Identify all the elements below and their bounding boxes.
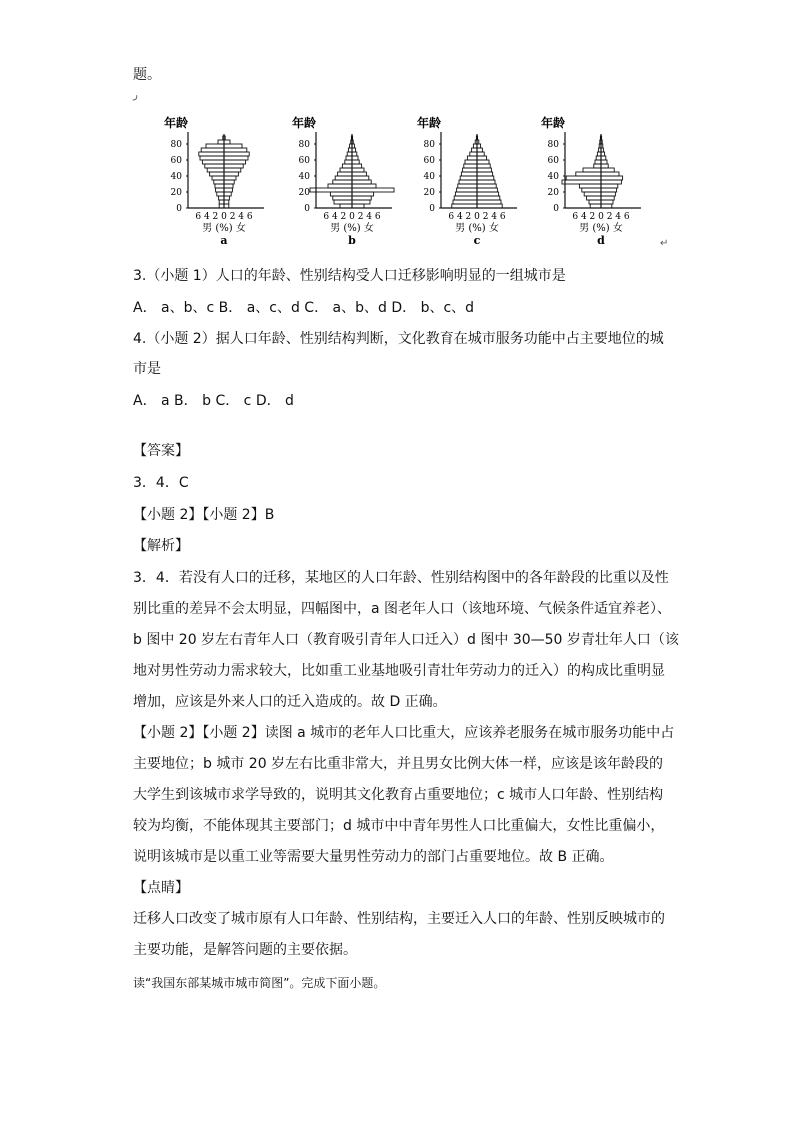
male-bar <box>202 160 224 164</box>
male-bar <box>340 168 352 172</box>
female-bar <box>477 188 497 192</box>
female-bar <box>352 180 371 184</box>
y-tick-label: 20 <box>170 188 182 198</box>
female-bar <box>352 204 364 208</box>
x-tick-labels: 6 4 2 0 2 4 6 <box>323 212 381 222</box>
male-bar <box>562 180 601 184</box>
male-bar <box>583 168 601 172</box>
pyramid-a <box>160 112 280 247</box>
y-tick-label: 80 <box>547 140 559 150</box>
female-bar <box>224 140 230 144</box>
female-bar <box>224 168 241 172</box>
y-axis-label: 年龄 <box>541 116 566 130</box>
y-tick-label: 20 <box>298 188 310 198</box>
y-axis-label: 年龄 <box>164 116 189 130</box>
female-bar <box>477 168 491 172</box>
chart-letter: a <box>220 234 228 247</box>
pyramid-svg <box>160 112 280 247</box>
next-question-intro: 读“我国东部某城市城市简图”。完成下面小题。 <box>133 976 386 990</box>
male-bar <box>472 148 477 152</box>
male-bar <box>217 192 224 196</box>
female-bar <box>477 160 489 164</box>
analysis-line-10: 说明该城市是以重工业等需要大量男性劳动力的部门占重要地位。故 B 正确。 <box>133 849 614 865</box>
female-bar <box>601 180 621 184</box>
female-bar <box>352 168 364 172</box>
male-bar <box>454 196 477 200</box>
pyramid-d <box>537 112 657 247</box>
male-bar <box>452 204 477 208</box>
female-bar <box>224 184 233 188</box>
y-tick-label: 60 <box>423 156 435 166</box>
male-bar <box>214 180 224 184</box>
female-bar <box>477 152 484 156</box>
y-tick-label: 40 <box>547 172 559 182</box>
pyramid-svg <box>537 112 657 247</box>
y-tick-label: 0 <box>176 204 182 214</box>
x-axis-label: 男 (%) 女 <box>202 223 246 234</box>
female-bar <box>477 148 482 152</box>
y-tick-label: 0 <box>304 204 310 214</box>
female-bar <box>477 180 495 184</box>
male-bar <box>589 200 601 204</box>
male-bar <box>590 204 601 208</box>
chart-letter: b <box>348 234 356 247</box>
male-bar <box>345 160 352 164</box>
analysis-line-3: b 图中 20 岁左右青年人口（教育吸引青年人口迁入）d 图中 30—50 岁青壮年人口（该 <box>133 632 679 648</box>
female-bar <box>352 164 362 168</box>
male-bar <box>333 180 352 184</box>
female-bar <box>601 200 613 204</box>
answer-line-1: 3．4．C <box>133 475 189 491</box>
female-bar <box>477 176 494 180</box>
female-bar <box>477 164 490 168</box>
female-bar <box>224 204 229 208</box>
male-bar <box>596 156 601 160</box>
female-bar <box>477 156 487 160</box>
male-bar <box>333 196 352 200</box>
analysis-line-8: 大学生到该城市求学导致的，说明其文化教育占重要地位；c 城市人口年龄、性别结构 <box>133 787 664 803</box>
male-bar <box>455 192 477 196</box>
y-tick-label: 20 <box>423 188 435 198</box>
y-tick-label: 80 <box>423 140 435 150</box>
male-bar <box>199 152 224 156</box>
male-bar <box>219 196 224 200</box>
female-bar <box>224 180 234 184</box>
female-bar <box>352 184 376 188</box>
y-tick-label: 60 <box>547 156 559 166</box>
paragraph-mark: ر <box>133 90 138 101</box>
y-tick-label: 40 <box>170 172 182 182</box>
male-bar <box>210 172 224 176</box>
male-bar <box>587 196 601 200</box>
male-bar <box>464 164 477 168</box>
x-axis-label: 男 (%) 女 <box>330 223 374 234</box>
male-bar <box>340 204 352 208</box>
male-bar <box>200 156 224 160</box>
question-3: 3.（小题 1）人口的年龄、性别结构受人口迁移影响明显的一组城市是 <box>133 268 566 284</box>
tip-line-2: 主要功能，是解答问题的主要依据。 <box>133 942 357 958</box>
male-bar <box>338 172 352 176</box>
female-bar <box>224 152 249 156</box>
female-bar <box>601 192 615 196</box>
y-axis-label: 年龄 <box>292 116 317 130</box>
x-axis-label: 男 (%) 女 <box>579 223 623 234</box>
male-bar <box>216 188 224 192</box>
male-bar <box>215 184 224 188</box>
analysis-line-5: 增加，应该是外来人口的迁入造成的。故 D 正确。 <box>133 694 447 710</box>
male-bar <box>218 140 224 144</box>
chart-letter: c <box>473 234 481 247</box>
female-bar <box>601 188 617 192</box>
analysis-line-1: 3．4．若没有人口的迁移，某地区的人口年龄、性别结构图中的各年龄段的比重以及性 <box>133 570 669 586</box>
male-bar <box>465 160 477 164</box>
analysis-line-6: 【小题 2】【小题 2】读图 a 城市的老年人口比重大，应该养老服务在城市服务功能中占 <box>133 725 675 741</box>
female-bar <box>224 144 242 148</box>
pyramid-svg <box>288 112 408 247</box>
male-bar <box>594 164 601 168</box>
female-bar <box>224 148 247 152</box>
female-bar <box>352 192 374 196</box>
male-bar <box>342 164 352 168</box>
male-bar <box>467 156 477 160</box>
female-bar <box>224 164 243 168</box>
pyramid-svg <box>413 112 533 247</box>
female-bar <box>601 160 607 164</box>
female-bar <box>601 204 612 208</box>
male-bar <box>328 184 352 188</box>
male-bar <box>219 200 224 204</box>
female-bar <box>601 156 606 160</box>
x-tick-labels: 6 4 2 0 2 4 6 <box>448 212 506 222</box>
question-3-options: A． a、b、c B． a、c、d C． a、b、d D． b、c、d <box>133 300 475 316</box>
male-bar <box>461 172 477 176</box>
male-bar <box>458 184 477 188</box>
male-bar <box>584 192 601 196</box>
y-tick-label: 80 <box>298 140 310 150</box>
x-tick-labels: 6 4 2 0 2 4 6 <box>572 212 630 222</box>
y-tick-label: 0 <box>553 204 559 214</box>
male-bar <box>330 192 352 196</box>
analysis-line-9: 较为均衡，不能体现其主要部门；d 城市中中青年男性人口比重偏大，女性比重偏小， <box>133 818 665 834</box>
tip-heading: 【点睛】 <box>133 880 189 896</box>
question-4: 4.（小题 2）据人口年龄、性别结构判断，文化教育在城市服务功能中占主要地位的城 <box>133 331 664 347</box>
female-bar <box>477 172 493 176</box>
return-mark: ↵ <box>660 238 669 249</box>
y-tick-label: 40 <box>423 172 435 182</box>
male-bar <box>335 176 352 180</box>
male-bar <box>576 172 601 176</box>
pyramid-b <box>288 112 408 247</box>
y-tick-label: 60 <box>298 156 310 166</box>
male-bar <box>206 144 224 148</box>
male-bar <box>453 200 477 204</box>
male-bar <box>346 156 352 160</box>
female-bar <box>224 156 248 160</box>
male-bar <box>334 200 352 204</box>
male-bar <box>470 152 477 156</box>
female-bar <box>352 196 371 200</box>
male-bar <box>457 188 477 192</box>
analysis-line-4: 地对男性劳动力需求较大，比如重工业基地吸引青壮年劳动力的迁入）的构成比重明显 <box>133 663 665 679</box>
y-axis-label: 年龄 <box>417 116 442 130</box>
male-bar <box>205 164 224 168</box>
male-bar <box>582 188 601 192</box>
female-bar <box>352 176 369 180</box>
x-axis-label: 男 (%) 女 <box>455 223 499 234</box>
x-tick-labels: 6 4 2 0 2 4 6 <box>195 212 253 222</box>
female-bar <box>224 188 232 192</box>
analysis-line-7: 主要地位；b 城市 20 岁左右比重非常大，并且男女比例大体一样，应该是该年龄段的 <box>133 756 664 772</box>
male-bar <box>595 160 601 164</box>
male-bar <box>463 168 477 172</box>
female-bar <box>352 160 359 164</box>
female-bar <box>352 152 357 156</box>
female-bar <box>224 176 236 180</box>
female-bar <box>477 184 496 188</box>
male-bar <box>579 184 601 188</box>
male-bar <box>460 176 477 180</box>
female-bar <box>224 200 229 204</box>
female-bar <box>601 164 608 168</box>
female-bar <box>352 200 370 204</box>
question-4-cont: 市是 <box>133 361 161 377</box>
female-bar <box>224 160 246 164</box>
female-bar <box>601 176 623 180</box>
chart-letter: d <box>597 234 605 247</box>
tip-line-1: 迁移人口改变了城市原有人口年龄、性别结构，主要迁入人口的年龄、性别反映城市的 <box>133 911 665 927</box>
male-bar <box>566 176 601 180</box>
female-bar <box>477 192 499 196</box>
y-tick-label: 40 <box>298 172 310 182</box>
male-bar <box>219 204 224 208</box>
answer-line-2: 【小题 2】【小题 2】B <box>133 507 275 523</box>
female-bar <box>477 196 500 200</box>
male-bar <box>212 176 224 180</box>
male-bar <box>459 180 477 184</box>
female-bar <box>601 172 619 176</box>
pyramid-c <box>413 112 533 247</box>
female-bar <box>352 188 394 192</box>
female-bar <box>224 196 229 200</box>
y-tick-label: 0 <box>429 204 435 214</box>
female-bar <box>601 196 614 200</box>
female-bar <box>352 156 358 160</box>
question-4-options: A． a B． b C． c D． d <box>133 393 294 409</box>
female-bar <box>601 184 618 188</box>
female-bar <box>477 204 502 208</box>
female-bar <box>601 168 614 172</box>
male-bar <box>207 168 224 172</box>
analysis-heading: 【解析】 <box>133 538 189 554</box>
answer-heading: 【答案】 <box>133 443 189 459</box>
female-bar <box>224 192 231 196</box>
female-bar <box>352 172 366 176</box>
analysis-line-2: 别比重的差异不会太明显，四幅图中，a 图老年人口（该地环境、气候条件适宜养老）、 <box>133 601 672 617</box>
y-tick-label: 60 <box>170 156 182 166</box>
female-bar <box>224 172 238 176</box>
female-bar <box>477 200 501 204</box>
y-tick-label: 80 <box>170 140 182 150</box>
male-bar <box>347 152 352 156</box>
y-tick-label: 20 <box>547 188 559 198</box>
header-fragment: 题。 <box>133 67 161 83</box>
male-bar <box>201 148 224 152</box>
